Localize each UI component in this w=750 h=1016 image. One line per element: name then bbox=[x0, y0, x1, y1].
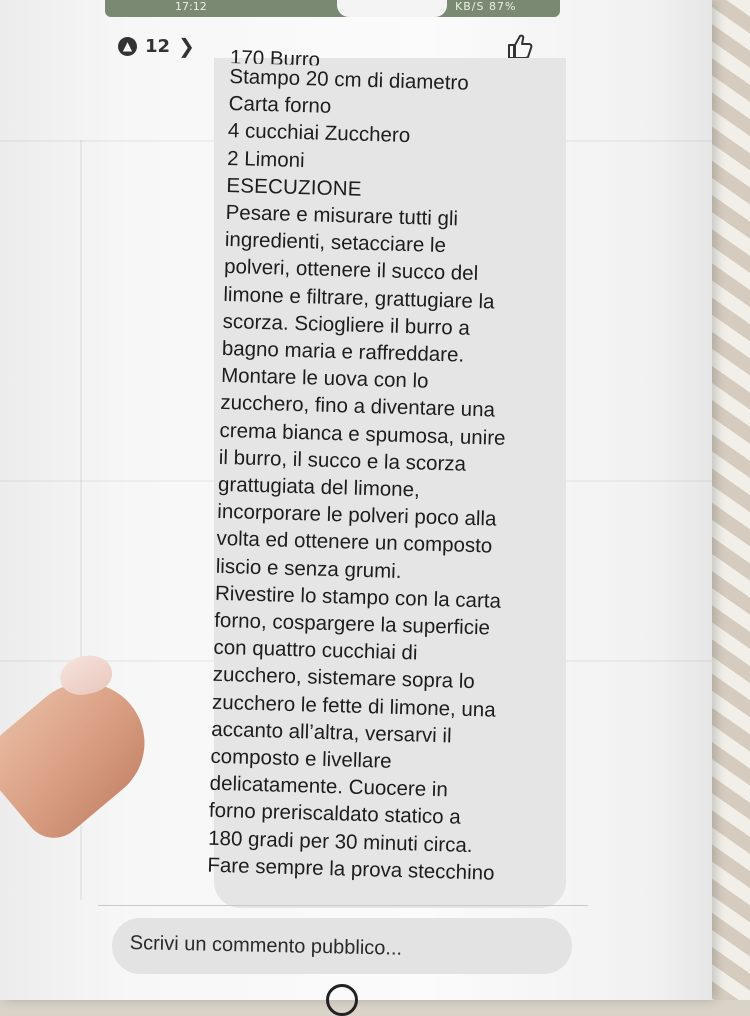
instruction-line: Pesare e misurare tutti gli bbox=[225, 200, 459, 231]
home-indicator bbox=[326, 984, 358, 1016]
instruction-line: crema bianca e spumosa, unire bbox=[219, 418, 506, 450]
instruction-line: scorza. Sciogliere il burro a bbox=[222, 309, 471, 340]
status-time: 17:12 bbox=[175, 0, 207, 13]
status-bar bbox=[105, 0, 560, 17]
instruction-line: zucchero le fette di limone, una bbox=[211, 690, 496, 722]
chevron-right-icon: ❯ bbox=[178, 34, 195, 58]
instruction-line: forno preriscaldato statico a bbox=[208, 799, 462, 830]
ingredient-line: 4 cucchiai Zucchero bbox=[227, 119, 411, 148]
instruction-line: il burro, il succo e la scorza bbox=[218, 445, 467, 476]
instruction-line: Montare le uova con lo bbox=[220, 364, 429, 393]
instruction-line: zucchero, sistemare sopra lo bbox=[212, 663, 476, 694]
reaction-count: 12 bbox=[145, 35, 171, 57]
instruction-line: 180 gradi per 30 minuti circa. bbox=[207, 826, 473, 857]
instruction-line: volta ed ottenere un composto bbox=[216, 527, 493, 558]
divider bbox=[98, 905, 588, 906]
ingredient-line: 2 Limoni bbox=[226, 146, 305, 172]
reactions-summary[interactable] bbox=[118, 34, 195, 58]
instruction-line: grattugiata del limone, bbox=[217, 472, 421, 502]
instruction-line: Fare sempre la prova stecchino bbox=[207, 853, 495, 885]
instruction-line: bagno maria e raffreddare. bbox=[221, 336, 465, 367]
thumbs-up-icon: ▲ bbox=[118, 37, 137, 56]
status-indicators: KB/S 87% bbox=[455, 0, 517, 13]
comment-input[interactable] bbox=[112, 918, 572, 974]
ingredient-line: Stampo 20 cm di diametro bbox=[229, 64, 469, 95]
ingredient-line: 170 Burro bbox=[229, 46, 321, 72]
instruction-line: accanto all’altra, versarvi il bbox=[210, 717, 452, 748]
instruction-line: delicatamente. Cuocere in bbox=[209, 772, 449, 802]
instruction-line: Rivestire lo stampo con la carta bbox=[214, 581, 502, 613]
ingredient-line: Carta forno bbox=[228, 92, 332, 119]
camera-cutout bbox=[337, 0, 447, 17]
instruction-line: polveri, ottenere il succo del bbox=[223, 255, 479, 286]
instruction-line: ingredienti, setacciare le bbox=[224, 228, 447, 258]
instruction-line: zucchero, fino a diventare una bbox=[220, 391, 496, 422]
instruction-line: limone e filtrare, grattugiare la bbox=[223, 282, 495, 314]
instruction-line: composto e livellare bbox=[210, 744, 392, 773]
instruction-line: incorporare le polveri poco alla bbox=[217, 500, 497, 531]
instruction-line: forno, cospargere la superficie bbox=[213, 608, 491, 640]
section-heading: ESECUZIONE bbox=[226, 173, 362, 201]
recipe-text bbox=[207, 46, 570, 888]
instruction-line: con quattro cucchiai di bbox=[213, 636, 418, 665]
instruction-line: liscio e senza grumi. bbox=[215, 554, 402, 583]
comment-placeholder: Scrivi un commento pubblico... bbox=[129, 932, 403, 960]
